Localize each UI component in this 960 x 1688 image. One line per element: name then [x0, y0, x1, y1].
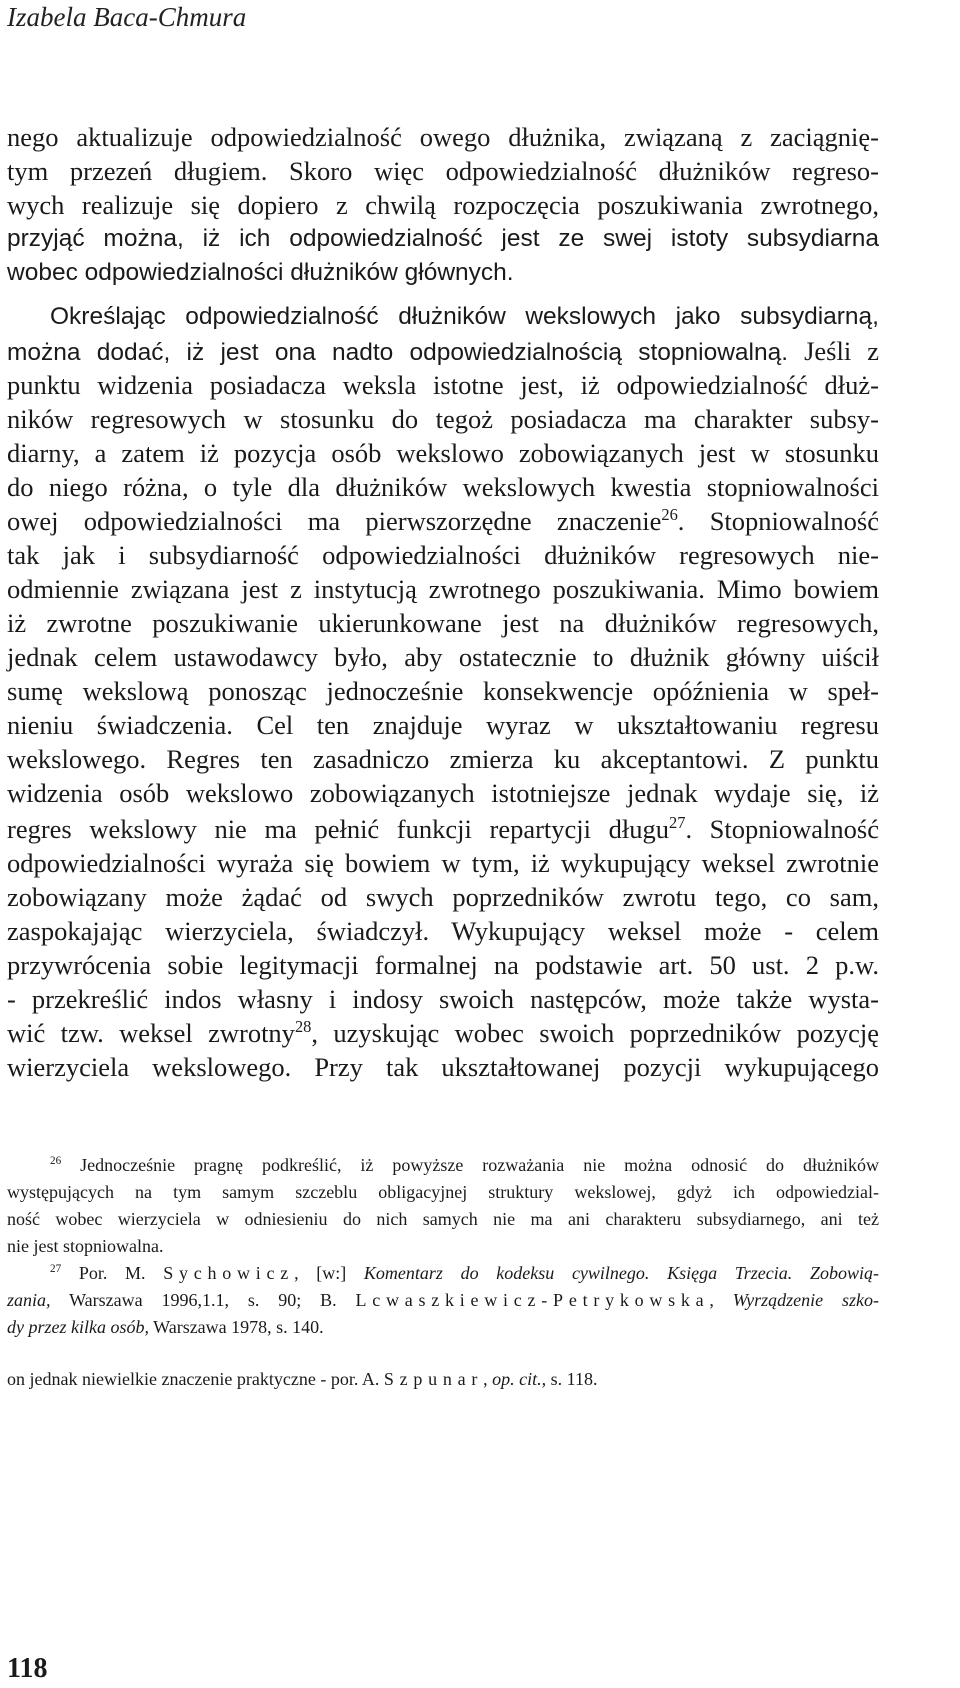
text-fragment: s. 118. [546, 1369, 598, 1389]
text-fragment: . Stopniowalność [677, 506, 879, 536]
text-line: jednak celem ustawodawcy było, aby ostatecznie to dłużnik główny uiścił [7, 642, 879, 672]
text-fragment: , [483, 1369, 493, 1389]
text-line: punktu widzenia posiadacza weksla istotne jest, iż odpowiedzialność dłuż- [7, 370, 879, 400]
text-fragment: regres wekslowy nie ma pełnić funkcji repartycji długu [7, 814, 670, 844]
text-fragment: wić tzw. weksel zwrotny [7, 1018, 295, 1048]
text-fragment: Warszawa 1996,1.1, s. 90; B. [50, 1290, 356, 1310]
text-fragment: Jeśli z [804, 336, 880, 366]
text-line [7, 334, 879, 370]
book-title: zania, [7, 1290, 51, 1310]
footnote-number: 26 [50, 1155, 62, 1168]
text-line: tym przezeń długiem. Skoro więc odpowiedzialność dłużników regreso- [7, 156, 879, 186]
footnote-line [50, 1152, 879, 1179]
text-line: przywrócenia sobie legitymacji formalnej na podstawie art. 50 ust. 2 p.w. [7, 950, 879, 980]
text-line [7, 504, 879, 538]
footnote-ref: 28 [294, 1016, 312, 1036]
footnote-line: nie jest stopniowalna. [7, 1236, 164, 1256]
book-title: Wyrządzenie szko- [732, 1290, 879, 1310]
footnote-number: 27 [50, 1263, 62, 1276]
text-fragment: . Stopniowalność [685, 814, 879, 844]
author-name: Szpunar [383, 1369, 484, 1389]
text-fragment: Jednocześnie pragnę podkreślić, iż powyższe rozważania nie można odnosić do dłużników [80, 1155, 879, 1175]
text-fragment: , [w:] [294, 1263, 364, 1283]
text-fragment: on jednak niewielkie znaczenie praktyczne - por. A. [7, 1369, 384, 1389]
text-line: tak jak i subsydiarność odpowiedzialności dłużników regresowych nie- [7, 540, 879, 570]
footnote-ref: 26 [661, 504, 678, 524]
text-line: zaspokajając wierzyciela, świadczył. Wykupujący weksel może - celem [7, 916, 879, 946]
text-fragment: można dodać, iż jest ona nadto odpowiedzialnością stopniowalną. [7, 339, 789, 366]
footnote-line [7, 1314, 879, 1341]
text-line [7, 812, 879, 846]
text-line: odpowiedzialności wyraża się bowiem w tym, iż wykupujący weksel zwrotnie [7, 848, 879, 878]
text-line: nego aktualizuje odpowiedzialność owego dłużnika, związaną z zaciągnię- [7, 122, 879, 152]
text-line: wierzyciela wekslowego. Przy tak ukształtowanej pozycji wykupującego [7, 1052, 879, 1082]
citation-abbrev: op. cit., [492, 1369, 547, 1389]
text-fragment: Por. M. [78, 1263, 164, 1283]
author-name: Sychowicz [163, 1263, 295, 1283]
footnote-line [7, 1287, 879, 1314]
book-title: dy przez kilka osób, [7, 1317, 149, 1337]
book-title: Komentarz do kodeksu cywilnego. Księga Trzecia. Zobowią- [363, 1263, 879, 1283]
text-line: zobowiązany może żądać od swych poprzedników zwrotu tego, co sam, [7, 882, 879, 912]
footnote-line: ność wobec wierzyciela w odniesieniu do nich samych nie ma ani charakteru subsydiarnego, ani też [7, 1209, 879, 1229]
text-line: ników regresowych w stosunku do tegoż posiadacza ma charakter subsy- [7, 404, 879, 434]
text-line: wekslowego. Regres ten zasadniczo zmierza ku akceptantowi. Z punktu [7, 744, 879, 774]
text-fragment: , uzyskując wobec swoich poprzedników pozycję [311, 1018, 879, 1048]
footnote-line [50, 1260, 879, 1287]
text-line: iż zwrotne poszukiwanie ukierunkowane jest na dłużników regresowych, [7, 608, 879, 638]
page-number: 118 [7, 1653, 48, 1684]
text-line: - przekreślić indos własny i indosy swoich następców, może także wysta- [7, 984, 879, 1014]
text-line: wobec odpowiedzialności dłużników głównych. [7, 259, 514, 286]
text-line: widzenia osób wekslowo zobowiązanych istotniejsze jednak wydaje się, iż [7, 778, 879, 808]
text-line [7, 1016, 879, 1050]
footnote-line [7, 1366, 879, 1393]
author-name: Lcwaszkiewicz-Petrykowska [355, 1290, 710, 1310]
running-head: Izabela Baca-Chmura [7, 2, 247, 32]
text-line: Określając odpowiedzialność dłużników wekslowych jako subsydiarną, [50, 303, 879, 330]
text-line: przyjąć można, iż ich odpowiedzialność jest ze swej istoty subsydiarna [7, 225, 879, 252]
text-line: wych realizuje się dopiero z chwilą rozpoczęcia poszukiwania zwrotnego, [7, 190, 879, 220]
text-line: sumę wekslową ponosząc jednocześnie konsekwencje opóźnienia w speł- [7, 676, 879, 706]
text-line: nieniu świadczenia. Cel ten znajduje wyraz w ukształtowaniu regresu [7, 710, 879, 740]
text-fragment: Warszawa 1978, s. 140. [148, 1317, 324, 1337]
footnote-ref: 27 [669, 812, 686, 832]
footnote-line: występujących na tym samym szczeblu obligacyjnej struktury wekslowej, gdyż ich odpowiedzial- [7, 1182, 879, 1202]
text-fragment: , [709, 1290, 733, 1310]
text-line: odmiennie związana jest z instytucją zwrotnego poszukiwania. Mimo bowiem [7, 574, 879, 604]
text-line: do niego różna, o tyle dla dłużników wekslowych kwestia stopniowalności [7, 472, 879, 502]
text-fragment: owej odpowiedzialności ma pierwszorzędne znaczenie [7, 506, 662, 536]
text-line: diarny, a zatem iż pozycja osób wekslowo zobowiązanych jest w stosunku [7, 438, 879, 468]
